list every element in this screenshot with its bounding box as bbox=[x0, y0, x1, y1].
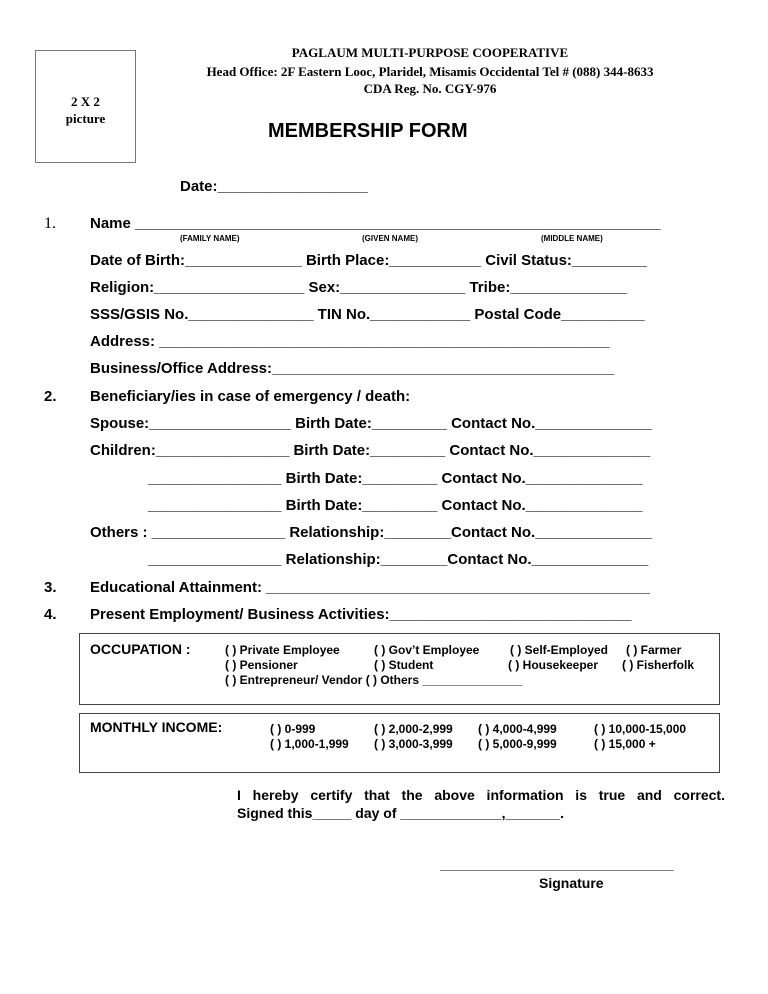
occupation-self-employed[interactable]: ( ) Self-Employed bbox=[510, 643, 609, 657]
income-4000-4999[interactable]: ( ) 4,000-4,999 bbox=[478, 722, 557, 736]
income-10000-15000[interactable]: ( ) 10,000-15,000 bbox=[594, 722, 687, 736]
photo-label bbox=[36, 93, 135, 127]
org-name: PAGLAUM MULTI-PURPOSE COOPERATIVE bbox=[291, 45, 569, 60]
income-label: MONTHLY INCOME: bbox=[90, 719, 223, 735]
occupation-housekeeper[interactable]: ( ) Housekeeper bbox=[508, 658, 599, 672]
occupation-entrepreneur-others[interactable]: ( ) Entrepreneur/ Vendor ( ) Others _______________ bbox=[225, 673, 523, 687]
religion-line[interactable]: Religion:__________________ Sex:_______________ Tribe:______________ bbox=[90, 279, 628, 296]
children-line[interactable]: Children:________________ Birth Date:_________ Contact No.______________ bbox=[90, 442, 651, 459]
item-number-4: 4. bbox=[44, 606, 57, 623]
child-line-3[interactable]: ________________ Birth Date:_________ Contact No.______________ bbox=[148, 497, 643, 514]
photo-caption: picture bbox=[65, 111, 106, 126]
education-field[interactable]: Educational Attainment: ______________________________________________ bbox=[90, 579, 650, 596]
page-title: MEMBERSHIP FORM bbox=[268, 120, 468, 142]
item-number-1: 1. bbox=[44, 215, 56, 232]
income-5000-9999[interactable]: ( ) 5,000-9,999 bbox=[478, 737, 557, 751]
others-line-2[interactable]: ________________ Relationship:________Contact No.______________ bbox=[148, 551, 649, 568]
business-address-field[interactable]: Business/Office Address:_________________________________________ bbox=[90, 360, 615, 377]
others-line[interactable]: Others : ________________ Relationship:________Contact No.______________ bbox=[90, 524, 653, 541]
occupation-private-employee[interactable]: ( ) Private Employee bbox=[225, 643, 340, 657]
occupation-fisherfolk[interactable]: ( ) Fisherfolk bbox=[622, 658, 695, 672]
income-0-999[interactable]: ( ) 0-999 bbox=[270, 722, 316, 736]
org-address: Head Office: 2F Eastern Looc, Plaridel, Misamis Occidental Tel # (088) 344-8633 bbox=[206, 64, 654, 79]
occupation-student[interactable]: ( ) Student bbox=[374, 658, 434, 672]
income-1000-1999[interactable]: ( ) 1,000-1,999 bbox=[270, 737, 349, 751]
occupation-pensioner[interactable]: ( ) Pensioner bbox=[225, 658, 298, 672]
org-registration: CDA Reg. No. CGY-976 bbox=[363, 81, 497, 96]
item-number-2: 2. bbox=[44, 388, 57, 405]
birth-details-line[interactable]: Date of Birth:______________ Birth Place:___________ Civil Status:_________ bbox=[90, 252, 648, 269]
income-3000-3999[interactable]: ( ) 3,000-3,999 bbox=[374, 737, 453, 751]
date-field[interactable]: Date:__________________ bbox=[180, 178, 368, 195]
middle-name-caption: (MIDDLE NAME) bbox=[541, 234, 603, 243]
signature-label: Signature bbox=[539, 875, 604, 891]
item-number-3: 3. bbox=[44, 579, 57, 596]
certification-statement: I hereby certify that the above information is true and correct. bbox=[237, 787, 725, 803]
income-2000-2999[interactable]: ( ) 2,000-2,999 bbox=[374, 722, 453, 736]
given-name-caption: (GIVEN NAME) bbox=[362, 234, 418, 243]
child-line-2[interactable]: ________________ Birth Date:_________ Contact No.______________ bbox=[148, 470, 643, 487]
income-15000-plus[interactable]: ( ) 15,000 + bbox=[594, 737, 656, 751]
spouse-line[interactable]: Spouse:_________________ Birth Date:_________ Contact No.______________ bbox=[90, 415, 653, 432]
sss-tin-line[interactable]: SSS/GSIS No._______________ TIN No.____________ Postal Code__________ bbox=[90, 306, 645, 323]
signed-date-line[interactable]: Signed this_____ day of _____________,_______. bbox=[237, 805, 564, 821]
occupation-govt-employee[interactable]: ( ) Gov’t Employee bbox=[374, 643, 480, 657]
address-field[interactable]: Address: ______________________________________________________ bbox=[90, 333, 610, 350]
family-name-caption: (FAMILY NAME) bbox=[180, 234, 240, 243]
beneficiary-heading: Beneficiary/ies in case of emergency / death: bbox=[90, 388, 411, 405]
employment-field[interactable]: Present Employment/ Business Activities:_____________________________ bbox=[90, 606, 632, 623]
photo-placeholder bbox=[35, 50, 136, 163]
name-field[interactable]: Name _______________________________________________________________ bbox=[90, 215, 661, 232]
photo-size: 2 X 2 bbox=[71, 94, 100, 109]
occupation-label: OCCUPATION : bbox=[90, 641, 191, 657]
occupation-farmer[interactable]: ( ) Farmer bbox=[626, 643, 682, 657]
signature-line[interactable]: ______________________________ bbox=[440, 856, 674, 872]
